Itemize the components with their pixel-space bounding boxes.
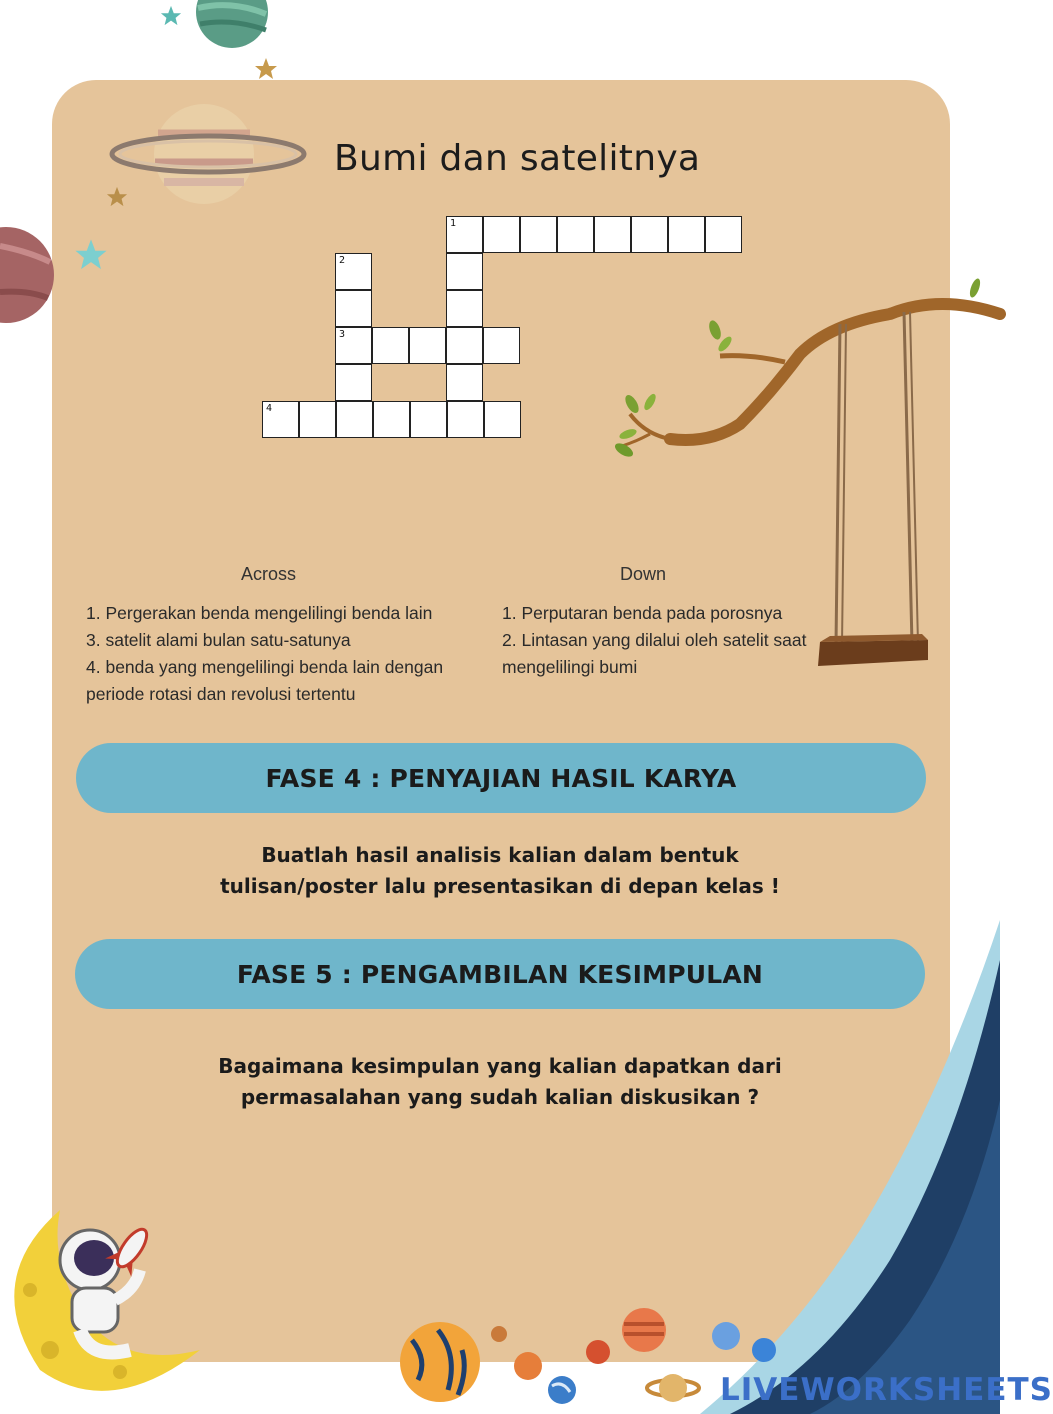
- down-clue: mengelilingi bumi: [502, 657, 638, 677]
- crossword-cell[interactable]: [335, 327, 372, 364]
- crossword-cell[interactable]: [335, 364, 372, 401]
- clue-number: 2: [339, 255, 346, 266]
- crossword-cell[interactable]: [484, 401, 521, 438]
- crossword-cell[interactable]: [483, 327, 520, 364]
- fase-4-instruction-line: Buatlah hasil analisis kalian dalam bentuk: [261, 843, 739, 867]
- liveworksheets-logo: LIVEWORKSHEETS: [720, 1372, 1053, 1408]
- fase-5-instruction-line: Bagaimana kesimpulan yang kalian dapatkan dari: [218, 1054, 782, 1078]
- crossword-cell[interactable]: [409, 327, 446, 364]
- crossword-cell[interactable]: [410, 401, 447, 438]
- star-icon: [160, 5, 182, 27]
- crossword-cell[interactable]: [668, 216, 705, 253]
- crossword-cell[interactable]: [483, 216, 520, 253]
- down-clue: 2. Lintasan yang dilalui oleh satelit saat: [502, 630, 807, 650]
- crossword-cell[interactable]: [446, 290, 483, 327]
- star-icon: [106, 186, 128, 208]
- saturn-planet-icon: [108, 100, 308, 208]
- red-planet-icon: [0, 226, 56, 324]
- crossword-cell[interactable]: [373, 401, 410, 438]
- down-clue: 1. Perputaran benda pada porosnya: [502, 603, 783, 623]
- crossword-cell[interactable]: [446, 216, 483, 253]
- crossword-cell[interactable]: [335, 290, 372, 327]
- across-heading: Across: [241, 564, 297, 584]
- crossword-cell[interactable]: [372, 327, 409, 364]
- crossword-cell[interactable]: [446, 253, 483, 290]
- crossword-cell[interactable]: [520, 216, 557, 253]
- page-title: Bumi dan satelitnya: [334, 138, 701, 179]
- crossword-cell[interactable]: [446, 364, 483, 401]
- crossword-cell[interactable]: [594, 216, 631, 253]
- fase-4-banner: [76, 743, 926, 813]
- across-clue: periode rotasi dan revolusi tertentu: [86, 684, 356, 704]
- astronaut-moon-illustration: [0, 1200, 210, 1400]
- crossword-cell[interactable]: [262, 401, 299, 438]
- across-clue: 1. Pergerakan benda mengelilingi benda lain: [86, 603, 433, 623]
- crossword-cell[interactable]: [631, 216, 668, 253]
- crossword-cell[interactable]: [447, 401, 484, 438]
- fase-4-instruction-line: tulisan/poster lalu presentasikan di depan kelas !: [220, 874, 780, 898]
- fase-4-title: FASE 4 : PENYAJIAN HASIL KARYA: [265, 763, 737, 793]
- down-heading: Down: [620, 564, 667, 584]
- crossword-cell[interactable]: [299, 401, 336, 438]
- crossword-cell[interactable]: [446, 327, 483, 364]
- crossword-cell[interactable]: [335, 253, 372, 290]
- green-planet-icon: [196, 0, 272, 50]
- clue-number: 4: [266, 403, 273, 414]
- star-icon: [254, 57, 278, 81]
- crossword-cell[interactable]: [705, 216, 742, 253]
- star-icon: [74, 238, 108, 272]
- fase-5-title: FASE 5 : PENGAMBILAN KESIMPULAN: [236, 959, 764, 989]
- clue-number: 1: [450, 218, 457, 229]
- fase-5-instruction-line: permasalahan yang sudah kalian diskusikan ?: [240, 1085, 760, 1109]
- crossword-cell[interactable]: [336, 401, 373, 438]
- across-clue: 4. benda yang mengelilingi benda lain dengan: [86, 657, 444, 677]
- clue-number: 3: [339, 329, 346, 340]
- crossword-cell[interactable]: [557, 216, 594, 253]
- across-clue: 3. satelit alami bulan satu-satunya: [86, 630, 351, 650]
